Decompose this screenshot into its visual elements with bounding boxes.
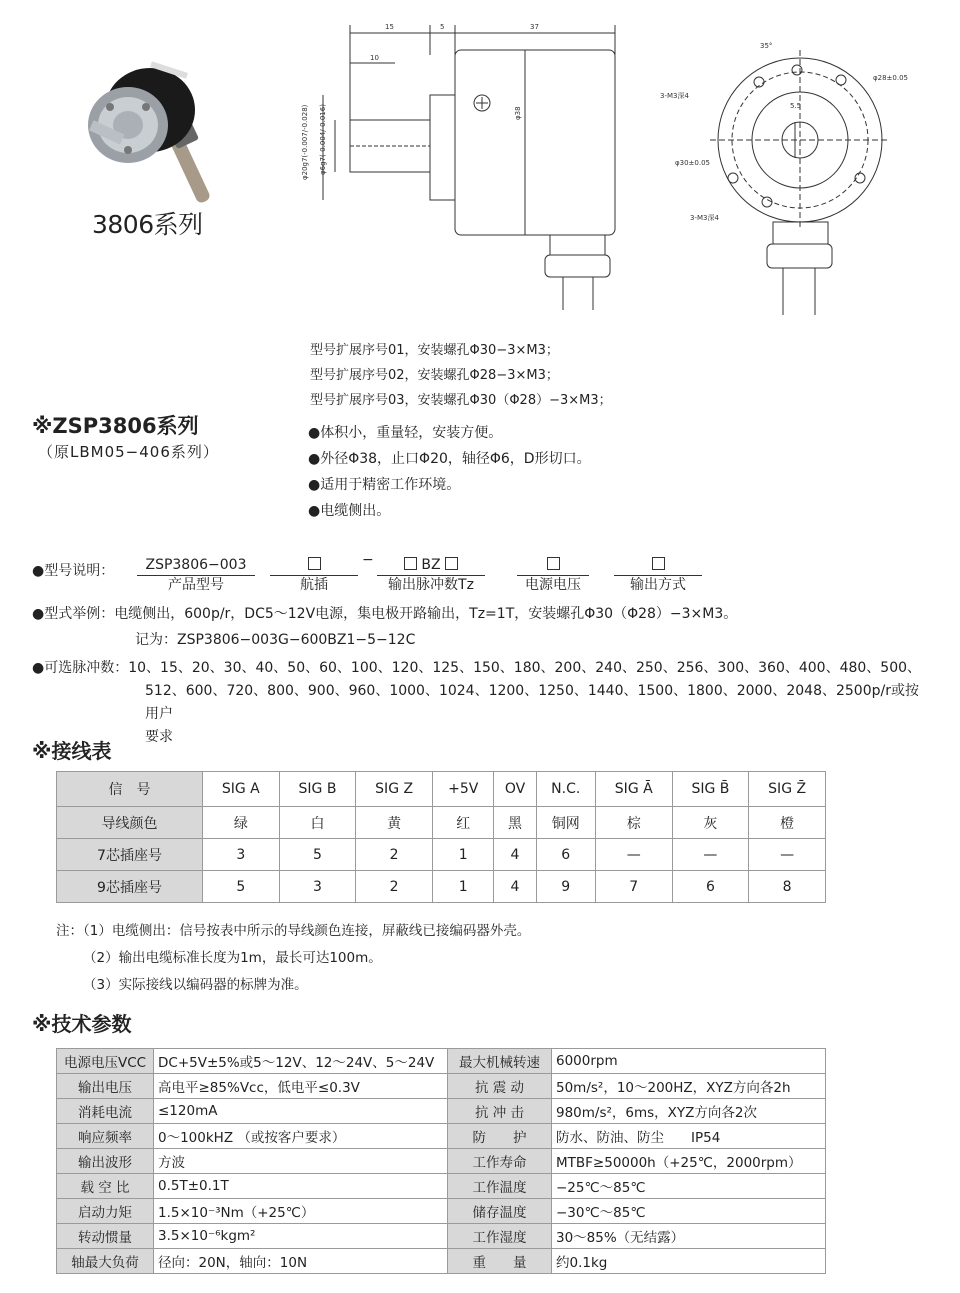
table-row: 启动力矩 1.5×10⁻³Nm（+25℃） 储存温度 −30℃～85℃ bbox=[57, 1199, 826, 1224]
example-note: 记为：ZSP3806−003G−600BZ1−5−12C bbox=[135, 632, 416, 648]
series-title: ※ZSP3806系列 bbox=[32, 414, 199, 438]
table-row: 转动惯量 3.5×10⁻⁶kgm² 工作湿度 30～85%（无结露） bbox=[57, 1224, 826, 1249]
model-part-pulses: BZ 输出脉冲数Tz bbox=[377, 556, 485, 594]
dim-37: 37 bbox=[530, 23, 539, 31]
dim-angle: 35° bbox=[760, 42, 773, 50]
table-row: 输出波形 方波 工作寿命 MTBF≥50000h（+25℃，2000rpm） bbox=[57, 1149, 826, 1174]
dim-5: 5 bbox=[440, 23, 445, 31]
table-row: 电源电压VCC DC+5V±5%或5～12V、12～24V、5～24V 最大机械转速 6000rpm bbox=[57, 1049, 826, 1074]
pulse-options bbox=[32, 657, 932, 749]
table-row: 轴最大负荷 径向：20N，轴向：10N 重 量 约0.1kg bbox=[57, 1249, 826, 1274]
feature-item: ●体积小，重量轻，安装方便。 bbox=[308, 425, 503, 441]
specs-table bbox=[56, 1048, 826, 1274]
dim-phi30: φ30±0.05 bbox=[675, 159, 710, 167]
dim-10: 10 bbox=[370, 54, 379, 62]
extension-list bbox=[310, 338, 612, 413]
table-row: 9芯插座号 5 3 2 1 4 9 7 6 8 bbox=[57, 871, 826, 903]
model-part-voltage: 电源电压 bbox=[517, 556, 589, 594]
feature-item: ●电缆侧出。 bbox=[308, 503, 391, 519]
table-row: 7芯插座号 3 5 2 1 4 6 — — — bbox=[57, 839, 826, 871]
model-label: ●型号说明： bbox=[32, 563, 115, 579]
dim-5-5: 5.5 bbox=[790, 102, 802, 110]
dim-phi6: φ6g7(-0.004/-0.016) bbox=[319, 104, 327, 175]
extension-03: 型号扩展序号03，安装螺孔Φ30（Φ28）−3×M3； bbox=[310, 393, 612, 408]
pulse-line-1: 10、15、20、30、40、50、60、100、120、125、150、180、200、240、250、256、300、360、400、480、500、 bbox=[128, 660, 922, 676]
front-view-drawing bbox=[655, 30, 925, 320]
note-item: 注：（1）电缆侧出：信号按表中所示的导线颜色连接，屏蔽线已接编码器外壳。 bbox=[56, 923, 531, 939]
specs-title: ※技术参数 bbox=[32, 1012, 132, 1036]
table-row: 消耗电流 ≤120mA 抗 冲 击 980m/s²，6ms，XYZ方向各2次 bbox=[57, 1099, 826, 1124]
table-row: 导线颜色 绿 白 黄 红 黑 铜网 棕 灰 橙 bbox=[57, 807, 826, 839]
dim-15: 15 bbox=[385, 23, 394, 31]
extension-01: 型号扩展序号01，安装螺孔Φ30−3×M3； bbox=[310, 343, 559, 358]
feature-item: ●外径Φ38，止口Φ20，轴径Φ6，D形切口。 bbox=[308, 451, 591, 467]
model-dash: − bbox=[362, 552, 374, 568]
model-part-output: 输出方式 bbox=[614, 556, 702, 594]
model-designation bbox=[32, 552, 932, 596]
dim-phi20: φ20g7(-0.007/-0.028) bbox=[301, 104, 309, 180]
wiring-title: ※接线表 bbox=[32, 739, 112, 763]
pulse-label: ●可选脉冲数： bbox=[32, 660, 129, 676]
model-part-product: ZSP3806−003 产品型号 bbox=[137, 556, 255, 594]
extension-02: 型号扩展序号02，安装螺孔Φ28−3×M3； bbox=[310, 368, 559, 383]
product-photo bbox=[70, 55, 260, 205]
feature-item: ●适用于精密工作环境。 bbox=[308, 477, 461, 493]
wiring-table bbox=[56, 771, 826, 903]
pulse-line-2: 512、600、720、800、900、960、1000、1024、1200、1250、1440、1500、1800、2000、2048、2500p/r或按用户 bbox=[145, 683, 919, 722]
wiring-notes bbox=[56, 918, 530, 999]
model-example bbox=[32, 601, 737, 653]
side-view-drawing bbox=[295, 15, 640, 315]
dim-m3-top: 3-M3深4 bbox=[660, 92, 689, 100]
series-subtitle: （原LBM05−406系列） bbox=[38, 443, 219, 461]
table-row: 输出电压 高电平≥85%Vcc，低电平≤0.3V 抗 震 动 50m/s²，10～200HZ，XYZ方向各2h bbox=[57, 1074, 826, 1099]
note-item: （2）输出电缆标准长度为1m，最长可达100m。 bbox=[83, 950, 382, 966]
example-text: 电缆侧出，600p/r，DC5～12V电源，集电极开路输出，Tz=1T，安装螺孔Φ30（Φ28）−3×M3。 bbox=[114, 606, 738, 622]
model-part-connector: 航插 bbox=[270, 556, 358, 594]
table-row: 响应频率 0～100kHZ （或按客户要求） 防 护 防水、防油、防尘 IP54 bbox=[57, 1124, 826, 1149]
note-item: （3）实际接线以编码器的标牌为准。 bbox=[83, 977, 308, 993]
table-row: 信 号 SIG A SIG B SIG Z +5V OV N.C. SIG Ā SIG B̄ SIG Z̄ bbox=[57, 772, 826, 807]
pulse-line-3: 要求 bbox=[145, 729, 173, 745]
feature-list bbox=[308, 420, 591, 524]
blank-box bbox=[308, 557, 321, 570]
example-label: ●型式举例： bbox=[32, 606, 115, 622]
dim-m3-bottom: 3-M3深4 bbox=[690, 214, 719, 222]
dim-phi38: φ38 bbox=[514, 106, 522, 120]
table-row: 载 空 比 0.5T±0.1T 工作温度 −25℃～85℃ bbox=[57, 1174, 826, 1199]
dim-phi28: φ28±0.05 bbox=[873, 74, 908, 82]
series-caption: 3806系列 bbox=[92, 210, 203, 239]
